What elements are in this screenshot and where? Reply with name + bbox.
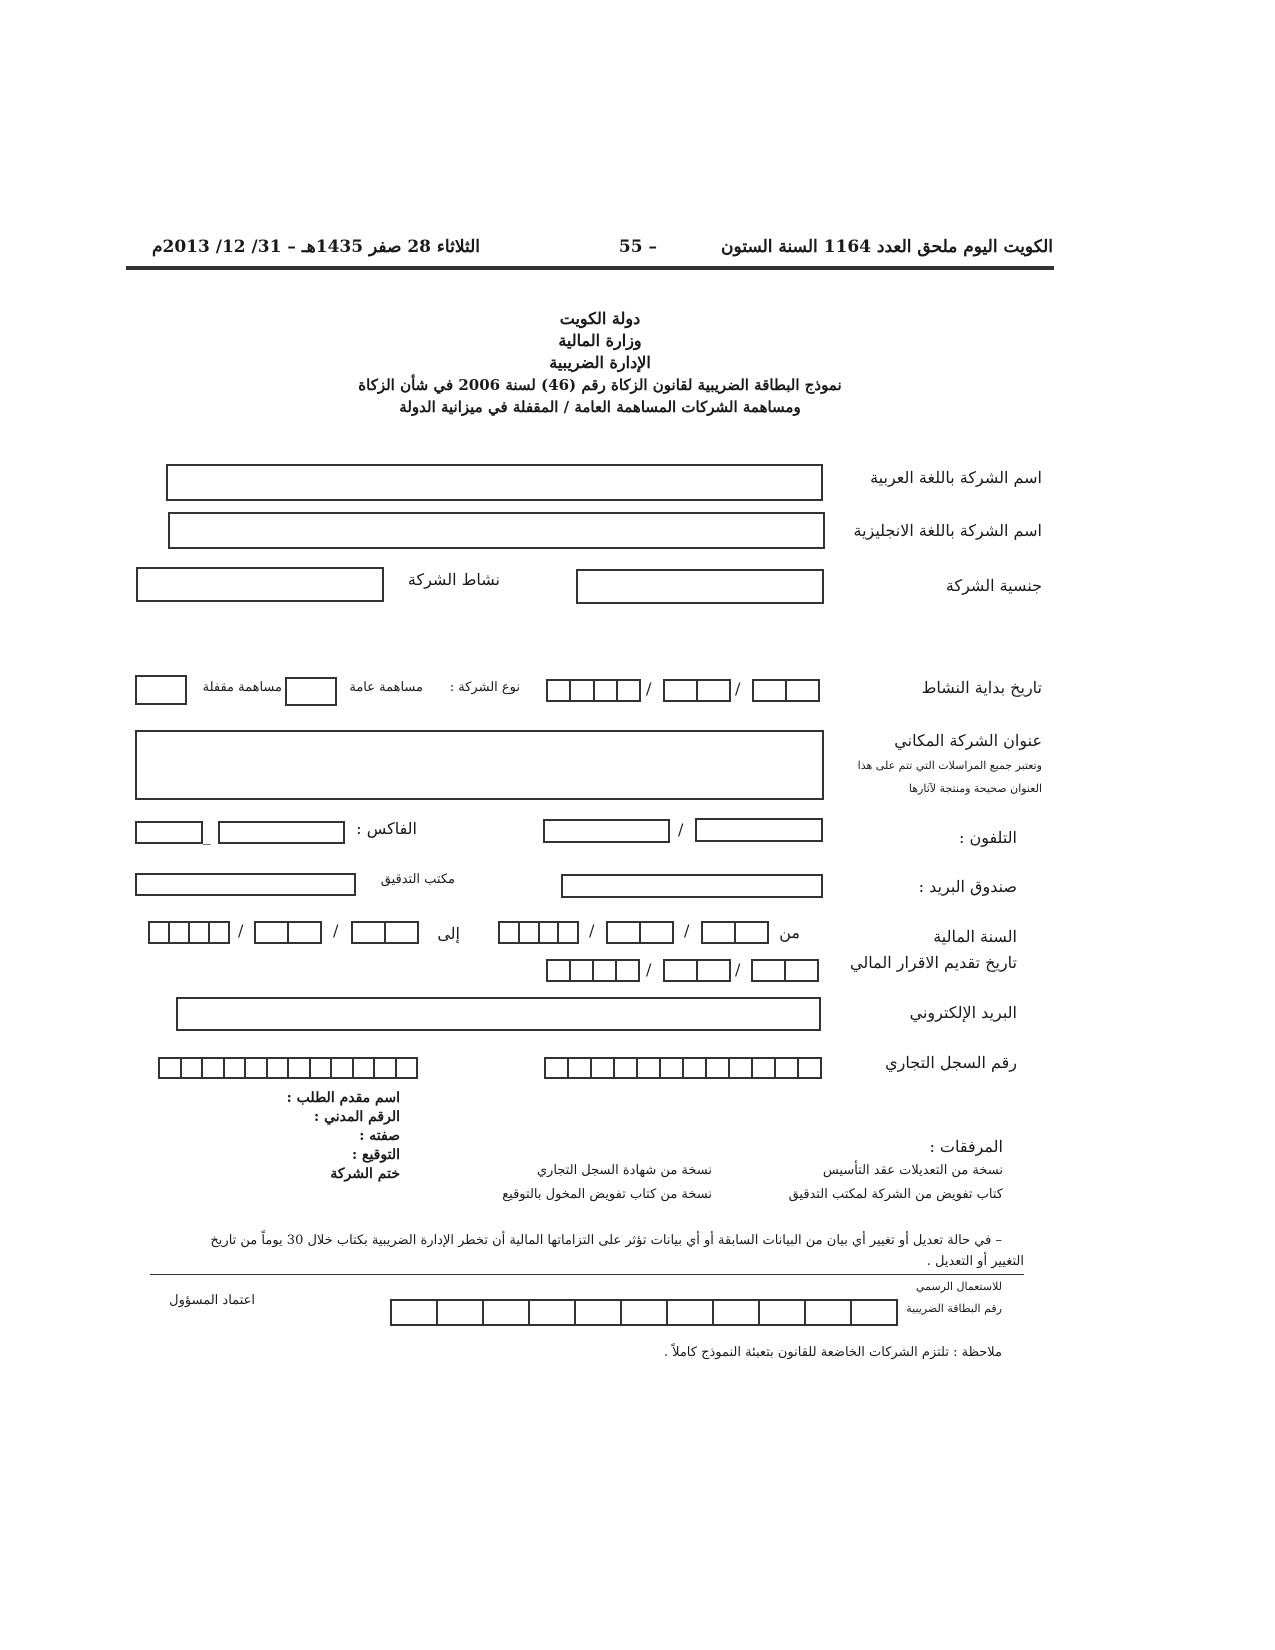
fax-code-field[interactable]	[135, 821, 203, 844]
date-separator: /	[735, 679, 741, 698]
notice-text-2: التغيير أو التعديل .	[926, 1254, 1024, 1269]
phone-separator: /	[678, 820, 684, 839]
address-note-2: العنوان صحيحة ومنتجة لآثارها	[908, 782, 1042, 795]
date-separator: /	[238, 921, 244, 940]
address-note-1: وتعتبر جميع المراسلات التي تتم على هذا	[857, 759, 1042, 772]
label-activity: نشاط الشركة	[407, 570, 500, 589]
label-tax-card-number: رقم البطاقة الضريبية	[906, 1302, 1002, 1315]
official-divider	[150, 1274, 1024, 1275]
phone-code-field[interactable]	[543, 819, 670, 843]
applicant-block	[287, 1089, 400, 1184]
label-address: عنوان الشركة المكاني	[894, 731, 1042, 750]
email-field[interactable]	[176, 997, 821, 1031]
header-rule	[126, 266, 1054, 270]
fiscal-to-year[interactable]	[148, 921, 230, 944]
applicant-civil-id: الرقم المدني :	[314, 1109, 400, 1125]
attachment-item-2: نسخة من شهادة السجل التجاري	[536, 1163, 712, 1178]
activity-field[interactable]	[136, 567, 384, 602]
phone-number-field[interactable]	[695, 818, 823, 842]
date-separator: /	[735, 960, 741, 979]
title-form-subtitle: ومساهمة الشركات المساهمة العامة / المقفلة في ميزانية الدولة	[399, 398, 801, 416]
fax-number-field[interactable]	[218, 821, 345, 844]
declaration-day[interactable]	[751, 959, 819, 982]
attachments-title: المرفقات :	[929, 1137, 1003, 1156]
company-stamp: ختم الشركة	[330, 1166, 400, 1182]
header-date: الثلاثاء 28 صفر 1435هـ – 31/ 12/ 2013م	[151, 237, 480, 257]
label-official-use: للاستعمال الرسمي	[915, 1280, 1002, 1293]
applicant-name: اسم مقدم الطلب :	[286, 1090, 400, 1106]
fiscal-from-day[interactable]	[701, 921, 769, 944]
label-closed-company: مساهمة مقفلة	[202, 680, 282, 695]
title-form-name: نموذج البطاقة الضريبية لقانون الزكاة رقم (46) لسنة 2006 في شأن الزكاة	[358, 376, 842, 394]
start-date-day[interactable]	[752, 679, 820, 702]
company-name-en-field[interactable]	[168, 512, 825, 549]
company-name-ar-field[interactable]	[166, 464, 823, 501]
public-company-checkbox[interactable]	[285, 677, 337, 706]
label-email: البريد الإلكتروني	[909, 1003, 1017, 1022]
label-company-name-en: اسم الشركة باللغة الانجليزية	[853, 521, 1042, 540]
label-audit-office: مكتب التدقيق	[380, 872, 455, 887]
label-company-name-ar: اسم الشركة باللغة العربية	[870, 468, 1042, 487]
title-state: دولة الكويت	[559, 309, 641, 328]
title-department: الإدارة الضريبية	[549, 353, 651, 372]
header-page-number: – 55	[618, 237, 657, 257]
fiscal-to-day[interactable]	[351, 921, 419, 944]
start-date-month[interactable]	[663, 679, 731, 702]
label-company-type: نوع الشركة :	[449, 680, 520, 695]
commercial-reg-field-2[interactable]	[158, 1057, 418, 1079]
label-po-box: صندوق البريد :	[918, 877, 1017, 896]
label-to: إلى	[437, 924, 460, 943]
date-separator: /	[589, 921, 595, 940]
fiscal-from-year[interactable]	[498, 921, 579, 944]
notice-text: – في حالة تعديل أو تغيير أي بيان من البيانات السابقة أو أي بيانات تؤثر على التزاماتها المالية أن تخطر الإدارة الضريبية بكتاب خلال 30 يوماً من تاريخ	[210, 1233, 1002, 1248]
label-start-date: تاريخ بداية النشاط	[921, 678, 1042, 697]
attachment-item-3: كتاب تفويض من الشركة لمكتب التدقيق	[788, 1187, 1003, 1202]
footer-note: ملاحظة : تلتزم الشركات الخاضعة للقانون بتعبئة النموذج كاملاً .	[663, 1345, 1002, 1360]
address-field[interactable]	[135, 730, 824, 800]
audit-office-field[interactable]	[135, 873, 356, 896]
nationality-field[interactable]	[576, 569, 824, 604]
date-separator: /	[646, 679, 652, 698]
date-separator: /	[333, 921, 339, 940]
label-public-company: مساهمة عامة	[349, 680, 423, 695]
fiscal-to-month[interactable]	[254, 921, 322, 944]
declaration-month[interactable]	[663, 959, 731, 982]
date-separator: /	[646, 960, 652, 979]
title-ministry: وزارة المالية	[558, 331, 642, 350]
label-declaration-date: تاريخ تقديم الاقرار المالي	[849, 953, 1017, 972]
label-nationality: جنسية الشركة	[945, 576, 1042, 595]
start-date-year[interactable]	[546, 679, 641, 702]
attachment-item-1: نسخة من التعديلات عقد التأسيس	[822, 1163, 1003, 1178]
fiscal-from-month[interactable]	[606, 921, 674, 944]
po-box-field[interactable]	[561, 874, 823, 898]
tax-card-number-field[interactable]	[390, 1299, 898, 1326]
applicant-signature: التوقيع :	[351, 1147, 400, 1163]
date-separator: /	[684, 921, 690, 940]
label-commercial-reg: رقم السجل التجاري	[885, 1053, 1017, 1072]
applicant-capacity: صفته :	[359, 1128, 400, 1144]
attachment-item-4: نسخة من كتاب تفويض المخول بالتوقيع	[502, 1187, 712, 1202]
label-fax: الفاكس :	[356, 819, 417, 838]
label-fiscal-year: السنة المالية	[933, 927, 1017, 946]
closed-company-checkbox[interactable]	[135, 675, 187, 705]
fax-separator: _	[203, 826, 211, 845]
declaration-year[interactable]	[546, 959, 640, 982]
commercial-reg-field[interactable]	[544, 1057, 822, 1079]
header-publication: الكويت اليوم ملحق العدد 1164 السنة الستون	[721, 237, 1053, 257]
label-phone: التلفون :	[958, 828, 1017, 847]
label-from: من	[779, 923, 800, 942]
label-approval: اعتماد المسؤول	[169, 1293, 255, 1308]
form-title	[300, 308, 900, 418]
